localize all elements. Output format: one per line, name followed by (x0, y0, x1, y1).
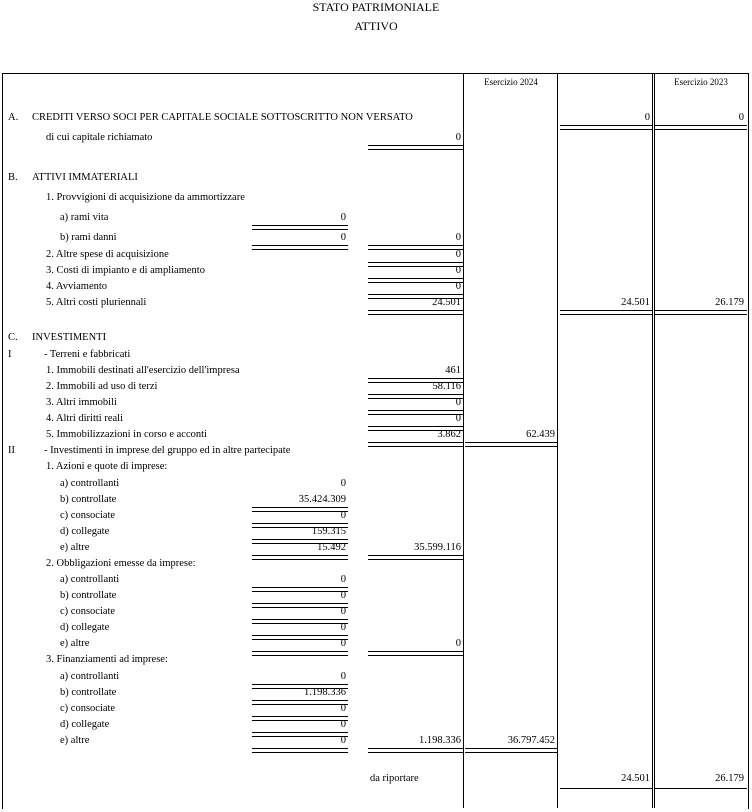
table-row (0, 210, 752, 226)
row-label: c) consociate (60, 510, 116, 521)
row-label: 3. Costi di impianto e di ampliamento (46, 265, 205, 276)
row-value-c2: 0 (455, 638, 461, 649)
row-label: a) controllanti (60, 671, 120, 682)
table-row (0, 443, 752, 459)
table-row (0, 476, 752, 492)
page-title: STATO PATRIMONIALE (312, 0, 440, 14)
table-row (0, 524, 752, 540)
row-value-c2: 58.116 (432, 381, 461, 392)
page-subtitle: ATTIVO (354, 19, 398, 33)
table-row (0, 170, 752, 186)
table-row (0, 556, 752, 572)
table-row (0, 588, 752, 604)
table-row (0, 230, 752, 246)
footer-value-current: 24.501 (621, 773, 650, 784)
row-value-c2: 0 (455, 249, 461, 260)
value-underline (368, 748, 463, 753)
row-value-c1: 0 (340, 232, 346, 243)
row-value-c2: 461 (445, 365, 461, 376)
row-value-c1: 0 (340, 510, 346, 521)
row-label: 1. Immobili destinati all'esercizio dell'impresa (46, 365, 240, 376)
table-row (0, 717, 752, 733)
row-label: e) altre (60, 735, 90, 746)
table-row (0, 572, 752, 588)
column-header-previous-year: Esercizio 2023 (674, 77, 728, 87)
table-row (0, 669, 752, 685)
table-row (0, 395, 752, 411)
row-value-c1: 0 (340, 478, 346, 489)
row-value-c5: 26.179 (715, 297, 744, 308)
row-label: 2. Altre spese di acquisizione (46, 249, 169, 260)
row-label: ATTIVI IMMATERIALI (32, 172, 138, 183)
row-value-c1: 0 (340, 719, 346, 730)
row-label: 3. Finanziamenti ad imprese: (46, 654, 168, 665)
row-code: I (8, 349, 12, 360)
row-label: 4. Altri diritti reali (46, 413, 123, 424)
row-label: b) controllate (60, 494, 117, 505)
row-value-c2: 1.198.336 (419, 735, 461, 746)
column-header-current-year: Esercizio 2024 (484, 77, 538, 87)
row-value-c3: 62.439 (526, 429, 555, 440)
row-label: b) controllate (60, 590, 117, 601)
table-row (0, 363, 752, 379)
row-label: a) controllanti (60, 478, 120, 489)
value-underline (465, 748, 557, 753)
row-value-c2: 0 (455, 232, 461, 243)
table-row (0, 295, 752, 311)
row-label: b) rami danni (60, 232, 117, 243)
row-value-c2: 35.599.116 (414, 542, 461, 553)
footer-rule (560, 788, 652, 789)
value-underline (560, 310, 652, 315)
row-label: 1. Provvigioni di acquisizione da ammortizzare (46, 192, 245, 203)
row-value-c2: 0 (455, 281, 461, 292)
table-row (0, 508, 752, 524)
row-code: A. (8, 112, 19, 123)
row-value-c2: 3.862 (437, 429, 461, 440)
row-value-c1: 15.492 (317, 542, 346, 553)
table-row (0, 130, 752, 146)
row-label: c) consociate (60, 606, 116, 617)
row-value-c4: 0 (644, 112, 650, 123)
footer-rule (655, 788, 747, 789)
table-row (0, 411, 752, 427)
table-row (0, 247, 752, 263)
row-value-c1: 0 (340, 212, 346, 223)
row-value-c3: 36.797.452 (507, 735, 555, 746)
table-row (0, 427, 752, 443)
row-code: C. (8, 332, 18, 343)
row-value-c1: 0 (340, 671, 346, 682)
table-row (0, 263, 752, 279)
row-value-c1: 1.198.336 (304, 687, 346, 698)
row-value-c1: 159.315 (311, 526, 346, 537)
footer-row (0, 771, 752, 787)
table-row (0, 701, 752, 717)
row-value-c2: 0 (455, 132, 461, 143)
table-row (0, 492, 752, 508)
row-label: e) altre (60, 542, 90, 553)
row-value-c2: 0 (455, 413, 461, 424)
row-label: 2. Immobili ad uso di terzi (46, 381, 158, 392)
row-label: a) rami vita (60, 212, 109, 223)
row-label: d) collegate (60, 622, 110, 633)
row-value-c1: 0 (340, 590, 346, 601)
table-row (0, 685, 752, 701)
table-row (0, 733, 752, 749)
table-row (0, 620, 752, 636)
row-value-c5: 0 (738, 112, 744, 123)
value-underline (252, 748, 348, 753)
table-row (0, 279, 752, 295)
table-row (0, 604, 752, 620)
table-row (0, 190, 752, 206)
row-value-c1: 0 (340, 735, 346, 746)
table-row (0, 379, 752, 395)
table-row (0, 636, 752, 652)
row-label: CREDITI VERSO SOCI PER CAPITALE SOCIALE SOTTOSCRITTO NON VERSATO (32, 112, 413, 123)
table-row (0, 110, 752, 126)
row-code: II (8, 445, 15, 456)
row-label: d) collegate (60, 526, 110, 537)
row-label: 1. Azioni e quote di imprese: (46, 461, 168, 472)
row-code: B. (8, 172, 18, 183)
row-label: 5. Altri costi pluriennali (46, 297, 147, 308)
value-underline (655, 310, 747, 315)
row-label: a) controllanti (60, 574, 120, 585)
row-label: e) altre (60, 638, 90, 649)
value-underline (368, 145, 463, 150)
row-label: di cui capitale richiamato (46, 132, 153, 143)
row-value-c2: 24.501 (432, 297, 461, 308)
table-row (0, 347, 752, 363)
footer-label: da riportare (370, 773, 419, 784)
row-label: 3. Altri immobili (46, 397, 117, 408)
row-value-c1: 0 (340, 703, 346, 714)
row-label: 4. Avviamento (46, 281, 108, 292)
row-label: d) collegate (60, 719, 110, 730)
row-value-c2: 0 (455, 265, 461, 276)
value-underline (368, 310, 463, 315)
row-value-c1: 0 (340, 622, 346, 633)
row-label: 2. Obbligazioni emesse da imprese: (46, 558, 196, 569)
footer-value-previous: 26.179 (715, 773, 744, 784)
table-row (0, 540, 752, 556)
row-value-c2: 0 (455, 397, 461, 408)
row-value-c1: 0 (340, 606, 346, 617)
row-label: c) consociate (60, 703, 116, 714)
row-label: b) controllate (60, 687, 117, 698)
row-value-c1: 0 (340, 574, 346, 585)
row-value-c1: 0 (340, 638, 346, 649)
row-label: INVESTIMENTI (32, 332, 107, 343)
row-label: - Investimenti in imprese del gruppo ed in altre partecipate (44, 445, 291, 456)
row-label: - Terreni e fabbricati (44, 349, 131, 360)
table-row (0, 459, 752, 475)
row-label: 5. Immobilizzazioni in corso e acconti (46, 429, 207, 440)
row-value-c4: 24.501 (621, 297, 650, 308)
table-row (0, 652, 752, 668)
row-value-c1: 35.424.309 (298, 494, 346, 505)
table-row (0, 330, 752, 346)
